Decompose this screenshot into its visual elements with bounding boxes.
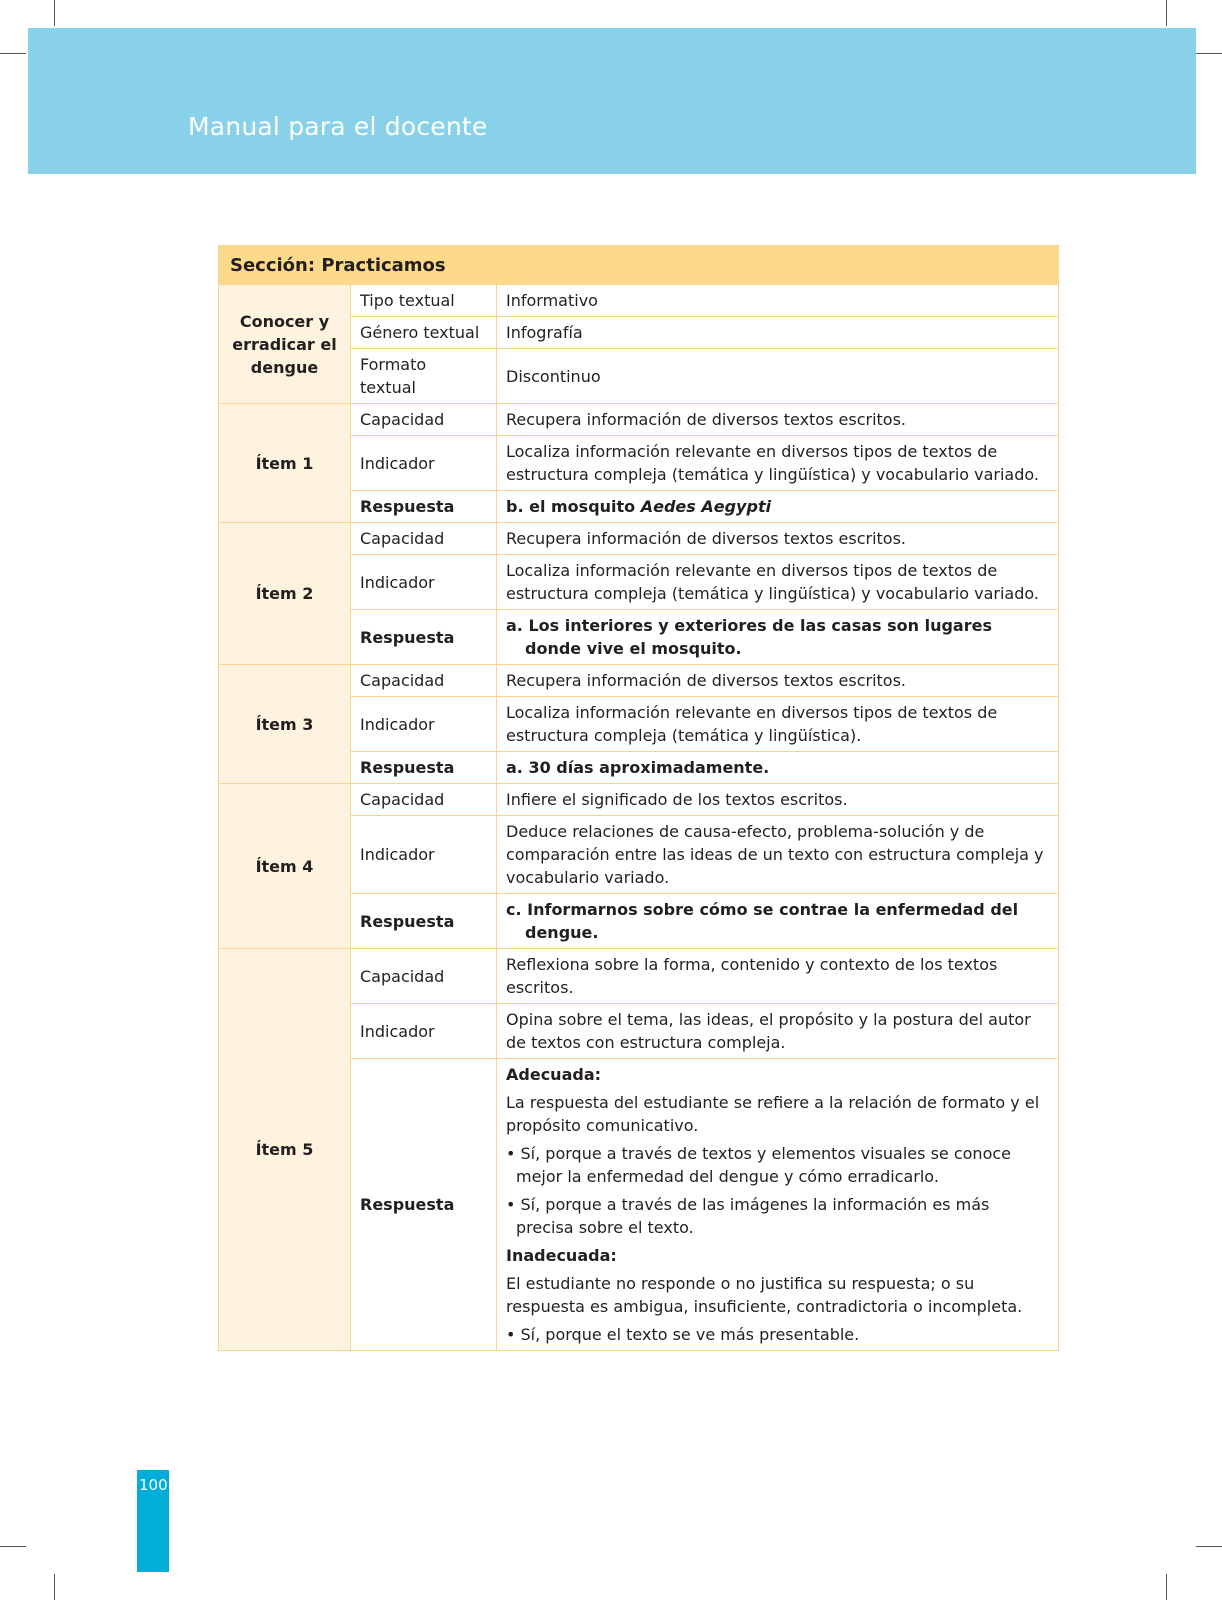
capacidad-label: Capacidad (351, 949, 497, 1004)
respuesta-value: a. 30 días aproximadamente. (497, 752, 1059, 784)
respuesta-value (497, 894, 1059, 949)
item-4-capacidad-row (219, 784, 1059, 816)
indicador-label: Indicador (351, 1004, 497, 1059)
respuesta-value (497, 610, 1059, 665)
item-1-label: Ítem 1 (219, 404, 351, 523)
respuesta-species: Aedes Aegypti (640, 497, 772, 516)
intro-row (219, 285, 1059, 317)
intro-label: Conocer y erradicar el dengue (219, 285, 351, 404)
crop-mark (54, 0, 55, 26)
respuesta-value (497, 1059, 1059, 1351)
adecuada-bullet: • Sí, porque a través de textos y elementos visuales se conoce mejor la enfermedad del dengue y cómo erradicarlo. (506, 1144, 1011, 1186)
row-label: Género textual (351, 317, 497, 349)
row-value: Infografía (497, 317, 1059, 349)
respuesta-text: c. Informarnos sobre cómo se contrae la enfermedad del dengue. (506, 900, 1019, 942)
header-title: Manual para el docente (188, 112, 488, 141)
respuesta-value (497, 491, 1059, 523)
page-number: 100 (139, 1476, 168, 1494)
capacidad-label: Capacidad (351, 784, 497, 816)
item-3-capacidad-row (219, 665, 1059, 697)
section-header-row (219, 246, 1059, 285)
crop-mark (54, 1574, 55, 1600)
section-heading: Sección: Practicamos (219, 246, 1059, 285)
respuesta-text: a. Los interiores y exteriores de las casas son lugares donde vive el mosquito. (506, 616, 992, 658)
crop-mark (1166, 0, 1167, 26)
crop-mark (1166, 1574, 1167, 1600)
item-2-capacidad-row (219, 523, 1059, 555)
crop-mark (0, 53, 26, 54)
item-5-label: Ítem 5 (219, 949, 351, 1351)
inadecuada-heading: Inadecuada: (506, 1246, 617, 1265)
item-5-capacidad-row (219, 949, 1059, 1004)
item-1-capacidad-row (219, 404, 1059, 436)
indicador-value: Localiza información relevante en diversos tipos de textos de estructura compleja (temática y lingüística). (497, 697, 1059, 752)
indicador-value: Deduce relaciones de causa-efecto, problema-solución y de comparación entre las ideas de un texto con estructura compleja y vocabulario variado. (497, 816, 1059, 894)
indicador-label: Indicador (351, 697, 497, 752)
item-2-label: Ítem 2 (219, 523, 351, 665)
indicador-value: Localiza información relevante en diversos tipos de textos de estructura compleja (temática y lingüística) y vocabulario variado. (497, 555, 1059, 610)
respuesta-label: Respuesta (351, 491, 497, 523)
capacidad-value: Recupera información de diversos textos escritos. (497, 404, 1059, 436)
respuesta-label: Respuesta (351, 894, 497, 949)
indicador-label: Indicador (351, 436, 497, 491)
indicador-value: Opina sobre el tema, las ideas, el propósito y la postura del autor de textos con estructura compleja. (497, 1004, 1059, 1059)
rubric-table (218, 245, 1059, 1351)
adecuada-bullet: • Sí, porque a través de las imágenes la información es más precisa sobre el texto. (506, 1195, 990, 1237)
crop-mark (1196, 53, 1222, 54)
row-label: Tipo textual (351, 285, 497, 317)
capacidad-label: Capacidad (351, 523, 497, 555)
inadecuada-text: El estudiante no responde o no justifica su respuesta; o su respuesta es ambigua, insuficiente, contradictoria o incompleta. (506, 1274, 1023, 1316)
item-4-label: Ítem 4 (219, 784, 351, 949)
adecuada-heading: Adecuada: (506, 1065, 602, 1084)
crop-mark (1196, 1546, 1222, 1547)
item-3-label: Ítem 3 (219, 665, 351, 784)
respuesta-label: Respuesta (351, 752, 497, 784)
respuesta-prefix: b. el mosquito (506, 497, 641, 516)
capacidad-value: Recupera información de diversos textos escritos. (497, 665, 1059, 697)
capacidad-label: Capacidad (351, 665, 497, 697)
respuesta-label: Respuesta (351, 610, 497, 665)
indicador-label: Indicador (351, 816, 497, 894)
respuesta-label: Respuesta (351, 1059, 497, 1351)
capacidad-value: Reflexiona sobre la forma, contenido y contexto de los textos escritos. (497, 949, 1059, 1004)
indicador-value: Localiza información relevante en diversos tipos de textos de estructura compleja (temática y lingüística) y vocabulario variado. (497, 436, 1059, 491)
capacidad-value: Recupera información de diversos textos escritos. (497, 523, 1059, 555)
row-value: Informativo (497, 285, 1059, 317)
crop-mark (0, 1546, 26, 1547)
row-label: Formato textual (351, 349, 497, 404)
capacidad-label: Capacidad (351, 404, 497, 436)
capacidad-value: Infiere el significado de los textos escritos. (497, 784, 1059, 816)
page-header (28, 28, 1196, 174)
adecuada-text: La respuesta del estudiante se refiere a la relación de formato y el propósito comunicativo. (506, 1093, 1040, 1135)
indicador-label: Indicador (351, 555, 497, 610)
row-value: Discontinuo (497, 349, 1059, 404)
inadecuada-bullet: • Sí, porque el texto se ve más presentable. (506, 1325, 860, 1344)
